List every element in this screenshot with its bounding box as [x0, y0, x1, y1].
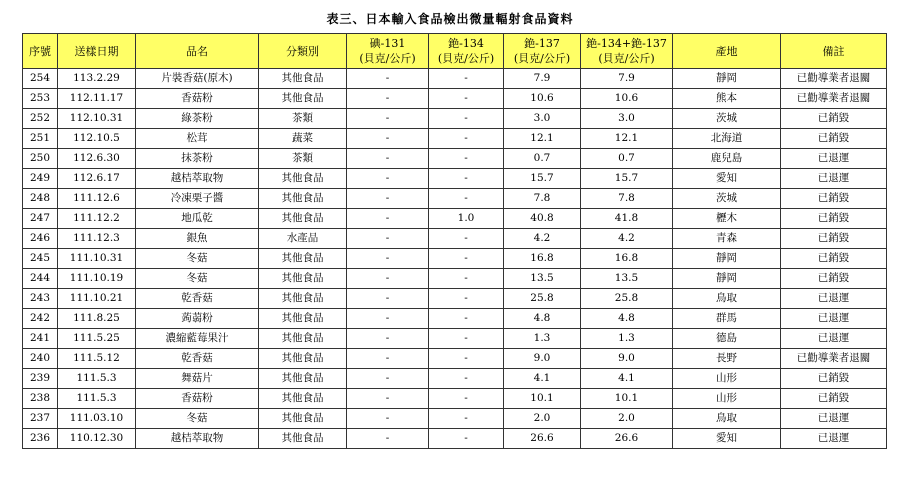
origin-cell: 茨城 — [673, 189, 781, 209]
header-origin: 產地 — [673, 34, 781, 69]
i131-cell: - — [347, 269, 429, 289]
cs137-cell: 4.8 — [504, 309, 581, 329]
category-cell: 其他食品 — [259, 89, 347, 109]
cs137-cell: 25.8 — [504, 289, 581, 309]
origin-cell: 愛知 — [673, 169, 781, 189]
table-row — [23, 429, 887, 449]
cs134-cell: - — [429, 389, 504, 409]
i131-cell: - — [347, 169, 429, 189]
cs134-cell: - — [429, 229, 504, 249]
origin-cell: 鳥取 — [673, 409, 781, 429]
table-row — [23, 309, 887, 329]
date-cell: 112.10.31 — [58, 109, 136, 129]
note-cell: 已退運 — [781, 329, 887, 349]
food-name-cell: 銀魚 — [136, 229, 259, 249]
cs137-cell: 16.8 — [504, 249, 581, 269]
cs-total-cell: 10.6 — [581, 89, 673, 109]
date-cell: 111.5.25 — [58, 329, 136, 349]
cs137-cell: 7.8 — [504, 189, 581, 209]
date-cell: 111.8.25 — [58, 309, 136, 329]
header-cs137 — [504, 34, 581, 69]
origin-cell: 靜岡 — [673, 249, 781, 269]
header-i131-label: 碘-131 — [369, 37, 406, 50]
cs137-cell: 4.1 — [504, 369, 581, 389]
header-date: 送樣日期 — [58, 34, 136, 69]
category-cell: 其他食品 — [259, 429, 347, 449]
note-cell: 已退運 — [781, 429, 887, 449]
header-row — [23, 34, 887, 69]
food-name-cell: 冬菇 — [136, 269, 259, 289]
seq-cell: 248 — [23, 189, 58, 209]
seq-cell: 245 — [23, 249, 58, 269]
cs134-cell: - — [429, 169, 504, 189]
origin-cell: 群馬 — [673, 309, 781, 329]
date-cell: 111.12.6 — [58, 189, 136, 209]
food-name-cell: 冬菇 — [136, 249, 259, 269]
origin-cell: 櫪木 — [673, 209, 781, 229]
cs134-cell: - — [429, 189, 504, 209]
seq-cell: 244 — [23, 269, 58, 289]
note-cell: 已銷毀 — [781, 249, 887, 269]
cs-total-cell: 3.0 — [581, 109, 673, 129]
table-row — [23, 269, 887, 289]
header-name: 品名 — [136, 34, 259, 69]
seq-cell: 237 — [23, 409, 58, 429]
date-cell: 111.10.21 — [58, 289, 136, 309]
food-name-cell: 舞菇片 — [136, 369, 259, 389]
note-cell: 已銷毀 — [781, 209, 887, 229]
origin-cell: 山形 — [673, 389, 781, 409]
cs134-cell: - — [429, 89, 504, 109]
header-cs137-unit: (貝克/公斤) — [513, 52, 571, 65]
cs134-cell: - — [429, 249, 504, 269]
seq-cell: 243 — [23, 289, 58, 309]
origin-cell: 鳥取 — [673, 289, 781, 309]
cs137-cell: 10.1 — [504, 389, 581, 409]
cs134-cell: - — [429, 269, 504, 289]
table-row — [23, 409, 887, 429]
cs134-cell: - — [429, 369, 504, 389]
date-cell: 111.12.3 — [58, 229, 136, 249]
date-cell: 111.10.31 — [58, 249, 136, 269]
cs-total-cell: 7.9 — [581, 69, 673, 89]
food-name-cell: 香菇粉 — [136, 89, 259, 109]
cs134-cell: - — [429, 129, 504, 149]
origin-cell: 長野 — [673, 349, 781, 369]
origin-cell: 熊本 — [673, 89, 781, 109]
cs137-cell: 13.5 — [504, 269, 581, 289]
cs-total-cell: 15.7 — [581, 169, 673, 189]
table-row — [23, 229, 887, 249]
date-cell: 112.11.17 — [58, 89, 136, 109]
food-name-cell: 越桔萃取物 — [136, 429, 259, 449]
cs137-cell: 0.7 — [504, 149, 581, 169]
category-cell: 其他食品 — [259, 389, 347, 409]
food-name-cell: 片裝香菇(原木) — [136, 69, 259, 89]
i131-cell: - — [347, 229, 429, 249]
table-row — [23, 329, 887, 349]
seq-cell: 246 — [23, 229, 58, 249]
cs-total-cell: 2.0 — [581, 409, 673, 429]
header-cs137-label: 銫-137 — [524, 37, 560, 50]
table-row — [23, 209, 887, 229]
cs137-cell: 15.7 — [504, 169, 581, 189]
table-row — [23, 369, 887, 389]
food-name-cell: 冬菇 — [136, 409, 259, 429]
note-cell: 已退運 — [781, 289, 887, 309]
category-cell: 茶類 — [259, 109, 347, 129]
i131-cell: - — [347, 369, 429, 389]
origin-cell: 青森 — [673, 229, 781, 249]
cs137-cell: 7.9 — [504, 69, 581, 89]
date-cell: 112.10.5 — [58, 129, 136, 149]
category-cell: 其他食品 — [259, 409, 347, 429]
i131-cell: - — [347, 309, 429, 329]
cs137-cell: 1.3 — [504, 329, 581, 349]
food-name-cell: 濃縮藍莓果汁 — [136, 329, 259, 349]
table-row — [23, 349, 887, 369]
header-cs-total — [581, 34, 673, 69]
cs-total-cell: 9.0 — [581, 349, 673, 369]
date-cell: 112.6.17 — [58, 169, 136, 189]
category-cell: 其他食品 — [259, 269, 347, 289]
category-cell: 水產品 — [259, 229, 347, 249]
food-name-cell: 乾香菇 — [136, 289, 259, 309]
cs-total-cell: 7.8 — [581, 189, 673, 209]
cs-total-cell: 16.8 — [581, 249, 673, 269]
cs137-cell: 4.2 — [504, 229, 581, 249]
category-cell: 其他食品 — [259, 349, 347, 369]
note-cell: 已銷毀 — [781, 109, 887, 129]
date-cell: 113.2.29 — [58, 69, 136, 89]
cs-total-cell: 13.5 — [581, 269, 673, 289]
header-category: 分類別 — [259, 34, 347, 69]
table-row — [23, 69, 887, 89]
food-name-cell: 香菇粉 — [136, 389, 259, 409]
table-row — [23, 249, 887, 269]
note-cell: 已勸導業者退關 — [781, 349, 887, 369]
seq-cell: 253 — [23, 89, 58, 109]
food-name-cell: 冷凍栗子醬 — [136, 189, 259, 209]
cs-total-cell: 41.8 — [581, 209, 673, 229]
table-row — [23, 109, 887, 129]
i131-cell: - — [347, 89, 429, 109]
table-row — [23, 169, 887, 189]
table-row — [23, 89, 887, 109]
note-cell: 已退運 — [781, 169, 887, 189]
seq-cell: 252 — [23, 109, 58, 129]
cs134-cell: - — [429, 349, 504, 369]
cs-total-cell: 26.6 — [581, 429, 673, 449]
seq-cell: 254 — [23, 69, 58, 89]
food-name-cell: 乾香菇 — [136, 349, 259, 369]
origin-cell: 茨城 — [673, 109, 781, 129]
table-row — [23, 189, 887, 209]
origin-cell: 愛知 — [673, 429, 781, 449]
i131-cell: - — [347, 69, 429, 89]
cs134-cell: - — [429, 109, 504, 129]
note-cell: 已銷毀 — [781, 229, 887, 249]
table-body — [23, 69, 887, 449]
seq-cell: 250 — [23, 149, 58, 169]
i131-cell: - — [347, 249, 429, 269]
i131-cell: - — [347, 329, 429, 349]
cs134-cell: - — [429, 409, 504, 429]
food-name-cell: 松茸 — [136, 129, 259, 149]
seq-cell: 251 — [23, 129, 58, 149]
date-cell: 111.5.3 — [58, 369, 136, 389]
note-cell: 已銷毀 — [781, 369, 887, 389]
food-name-cell: 綠茶粉 — [136, 109, 259, 129]
i131-cell: - — [347, 189, 429, 209]
food-name-cell: 越桔萃取物 — [136, 169, 259, 189]
seq-cell: 238 — [23, 389, 58, 409]
origin-cell: 靜岡 — [673, 269, 781, 289]
header-i131 — [347, 34, 429, 69]
cs-total-cell: 1.3 — [581, 329, 673, 349]
cs134-cell: - — [429, 429, 504, 449]
date-cell: 111.5.12 — [58, 349, 136, 369]
cs137-cell: 3.0 — [504, 109, 581, 129]
date-cell: 110.12.30 — [58, 429, 136, 449]
origin-cell: 北海道 — [673, 129, 781, 149]
seq-cell: 242 — [23, 309, 58, 329]
cs137-cell: 10.6 — [504, 89, 581, 109]
date-cell: 111.10.19 — [58, 269, 136, 289]
seq-cell: 249 — [23, 169, 58, 189]
cs-total-cell: 4.2 — [581, 229, 673, 249]
header-note: 備註 — [781, 34, 887, 69]
category-cell: 蔬菜 — [259, 129, 347, 149]
i131-cell: - — [347, 209, 429, 229]
table-title: 表三、日本輸入食品檢出微量輻射食品資料 — [326, 12, 574, 26]
i131-cell: - — [347, 109, 429, 129]
note-cell: 已勸導業者退關 — [781, 69, 887, 89]
category-cell: 其他食品 — [259, 209, 347, 229]
table-row — [23, 389, 887, 409]
origin-cell: 山形 — [673, 369, 781, 389]
header-i131-unit: (貝克/公斤) — [359, 52, 416, 65]
seq-cell: 240 — [23, 349, 58, 369]
note-cell: 已退運 — [781, 409, 887, 429]
cs134-cell: - — [429, 289, 504, 309]
header-cs-total-label: 銫-134+銫-137 — [586, 37, 667, 50]
note-cell: 已退運 — [781, 309, 887, 329]
i131-cell: - — [347, 349, 429, 369]
cs-total-cell: 12.1 — [581, 129, 673, 149]
cs137-cell: 40.8 — [504, 209, 581, 229]
i131-cell: - — [347, 289, 429, 309]
category-cell: 其他食品 — [259, 69, 347, 89]
header-cs134-unit: (貝克/公斤) — [437, 52, 495, 65]
cs137-cell: 12.1 — [504, 129, 581, 149]
date-cell: 112.6.30 — [58, 149, 136, 169]
note-cell: 已勸導業者退關 — [781, 89, 887, 109]
radiation-detection-table — [22, 33, 887, 449]
cs-total-cell: 25.8 — [581, 289, 673, 309]
table-row — [23, 149, 887, 169]
origin-cell: 德島 — [673, 329, 781, 349]
i131-cell: - — [347, 149, 429, 169]
cs134-cell: - — [429, 69, 504, 89]
category-cell: 其他食品 — [259, 189, 347, 209]
food-name-cell: 蒟蒻粉 — [136, 309, 259, 329]
note-cell: 已銷毀 — [781, 189, 887, 209]
cs137-cell: 9.0 — [504, 349, 581, 369]
cs-total-cell: 4.8 — [581, 309, 673, 329]
i131-cell: - — [347, 389, 429, 409]
cs137-cell: 26.6 — [504, 429, 581, 449]
note-cell: 已銷毀 — [781, 129, 887, 149]
category-cell: 其他食品 — [259, 369, 347, 389]
header-cs134-label: 銫-134 — [448, 37, 484, 50]
cs134-cell: - — [429, 149, 504, 169]
cs-total-cell: 0.7 — [581, 149, 673, 169]
note-cell: 已退運 — [781, 149, 887, 169]
seq-cell: 247 — [23, 209, 58, 229]
category-cell: 其他食品 — [259, 289, 347, 309]
i131-cell: - — [347, 409, 429, 429]
header-cs134 — [429, 34, 504, 69]
note-cell: 已銷毀 — [781, 389, 887, 409]
cs134-cell: - — [429, 309, 504, 329]
note-cell: 已銷毀 — [781, 269, 887, 289]
cs-total-cell: 4.1 — [581, 369, 673, 389]
date-cell: 111.03.10 — [58, 409, 136, 429]
date-cell: 111.5.3 — [58, 389, 136, 409]
origin-cell: 靜岡 — [673, 69, 781, 89]
i131-cell: - — [347, 129, 429, 149]
category-cell: 其他食品 — [259, 329, 347, 349]
origin-cell: 鹿兒島 — [673, 149, 781, 169]
table-row — [23, 289, 887, 309]
cs134-cell: 1.0 — [429, 209, 504, 229]
header-seq: 序號 — [23, 34, 58, 69]
i131-cell: - — [347, 429, 429, 449]
category-cell: 其他食品 — [259, 249, 347, 269]
category-cell: 其他食品 — [259, 309, 347, 329]
seq-cell: 236 — [23, 429, 58, 449]
seq-cell: 239 — [23, 369, 58, 389]
cs-total-cell: 10.1 — [581, 389, 673, 409]
food-name-cell: 抹茶粉 — [136, 149, 259, 169]
cs137-cell: 2.0 — [504, 409, 581, 429]
date-cell: 111.12.2 — [58, 209, 136, 229]
food-name-cell: 地瓜乾 — [136, 209, 259, 229]
category-cell: 其他食品 — [259, 169, 347, 189]
seq-cell: 241 — [23, 329, 58, 349]
category-cell: 茶類 — [259, 149, 347, 169]
cs134-cell: - — [429, 329, 504, 349]
table-row — [23, 129, 887, 149]
header-cs-total-unit: (貝克/公斤) — [598, 52, 655, 65]
